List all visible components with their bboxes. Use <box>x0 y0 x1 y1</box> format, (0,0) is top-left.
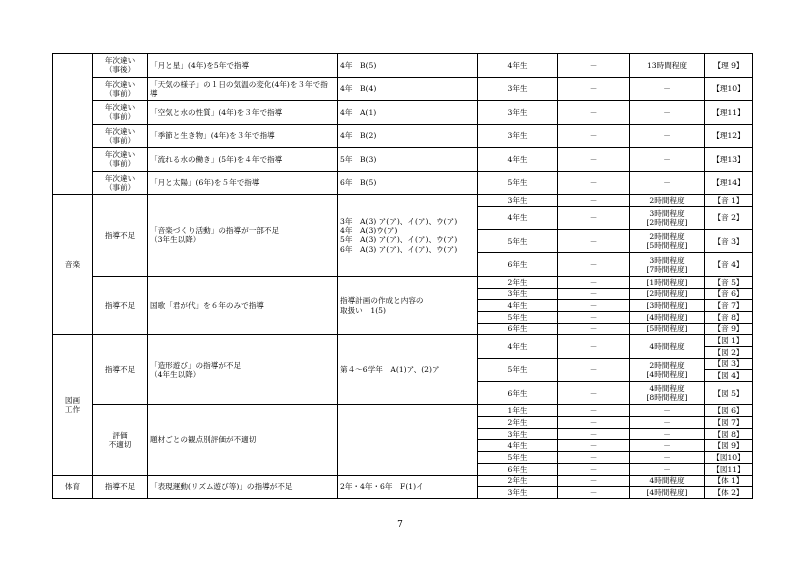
dash-cell: － <box>558 323 630 335</box>
dash-cell: － <box>558 335 630 358</box>
unit-cell: 3年 A(3) ア(ア)、イ(ア)、ウ(ア) 4年 A(3)ウ(ア) 5年 A(3) ア(ア)、イ(ア)、ウ(ア) 6年 A(3) ア(ア)、イ(ア)、ウ(ア) <box>338 195 478 277</box>
dash-cell: － <box>558 405 630 417</box>
ref-cell: 【音 7】 <box>705 300 753 312</box>
dash-cell: － <box>558 440 630 452</box>
hours-cell: 2時間程度 [5時間程度] <box>630 230 705 253</box>
dash-cell: － <box>558 171 630 195</box>
ref-cell: 【図 2】 <box>705 346 753 358</box>
unit-cell: 4年 B(4) <box>338 77 478 101</box>
dash-cell: － <box>558 487 630 499</box>
hours-cell: － <box>630 101 705 125</box>
content-cell: 「造形遊び」の指導が不足 （4年生以降） <box>148 335 338 405</box>
ref-cell: 【図 4】 <box>705 370 753 382</box>
science-row <box>53 54 753 78</box>
ref-cell: 【音 6】 <box>705 288 753 300</box>
content-cell: 題材ごとの観点別評価が不適切 <box>148 405 338 475</box>
dash-cell: － <box>558 463 630 475</box>
grade-cell: 6年生 <box>478 463 558 475</box>
dash-cell: － <box>558 288 630 300</box>
subject-cell-pe: 体育 <box>53 475 93 498</box>
content-cell: 「月と太陽」(6年)を５年で指導 <box>148 171 338 195</box>
music-row <box>53 276 753 288</box>
ref-cell: 【理11】 <box>705 101 753 125</box>
type-cell: 評価 不適切 <box>93 405 148 475</box>
hours-cell: 2時間程度 [4時間程度] <box>630 358 705 381</box>
art-row <box>53 335 753 347</box>
type-cell: 年次違い （事前） <box>93 124 148 148</box>
unit-cell: 第４～6学年 A(1)ア、(2)ア <box>338 335 478 405</box>
unit-cell: 6年 B(5) <box>338 171 478 195</box>
dash-cell: － <box>558 124 630 148</box>
dash-cell: － <box>558 54 630 78</box>
hours-cell: [2時間程度] <box>630 288 705 300</box>
ref-cell: 【理10】 <box>705 77 753 101</box>
grade-cell: 5年生 <box>478 230 558 253</box>
content-cell: 「流れる水の働き」(5年)を４年で指導 <box>148 148 338 172</box>
ref-cell: 【図 8】 <box>705 428 753 440</box>
dash-cell: － <box>558 276 630 288</box>
grade-cell: 4年生 <box>478 148 558 172</box>
grade-cell: 3年生 <box>478 288 558 300</box>
grade-cell: 5年生 <box>478 358 558 381</box>
dash-cell: － <box>558 475 630 487</box>
grade-cell: 2年生 <box>478 475 558 487</box>
ref-cell: 【音 5】 <box>705 276 753 288</box>
science-row <box>53 101 753 125</box>
hours-cell: 4時間程度 <box>630 335 705 358</box>
grade-cell: 6年生 <box>478 253 558 276</box>
grade-cell: 3年生 <box>478 77 558 101</box>
ref-cell: 【音 1】 <box>705 195 753 207</box>
hours-cell: － <box>630 171 705 195</box>
ref-cell: 【図 5】 <box>705 382 753 405</box>
dash-cell: － <box>558 77 630 101</box>
dash-cell: － <box>558 195 630 207</box>
art-row <box>53 405 753 417</box>
dash-cell: － <box>558 101 630 125</box>
hours-cell: － <box>630 148 705 172</box>
unit-cell: 指導計画の作成と内容の 取扱い 1(5) <box>338 276 478 334</box>
ref-cell: 【図10】 <box>705 452 753 464</box>
dash-cell: － <box>558 428 630 440</box>
unit-cell: 4年 B(2) <box>338 124 478 148</box>
hours-cell: [5時間程度] <box>630 323 705 335</box>
type-cell: 指導不足 <box>93 475 148 498</box>
hours-cell: [1時間程度] <box>630 276 705 288</box>
subject-cell-music: 音楽 <box>53 195 93 335</box>
ref-cell: 【理12】 <box>705 124 753 148</box>
hours-cell: 4時間程度 [8時間程度] <box>630 382 705 405</box>
type-cell: 年次違い （事後） <box>93 54 148 78</box>
grade-cell: 4年生 <box>478 300 558 312</box>
type-cell: 指導不足 <box>93 195 148 277</box>
type-cell: 年次違い （事前） <box>93 148 148 172</box>
ref-cell: 【図11】 <box>705 463 753 475</box>
ref-cell: 【理 9】 <box>705 54 753 78</box>
curriculum-table <box>52 53 753 499</box>
grade-cell: 6年生 <box>478 382 558 405</box>
hours-cell: － <box>630 124 705 148</box>
dash-cell: － <box>558 382 630 405</box>
content-cell: 「空気と水の性質」(4年)を３年で指導 <box>148 101 338 125</box>
hours-cell: － <box>630 463 705 475</box>
ref-cell: 【図 6】 <box>705 405 753 417</box>
page-number: 7 <box>397 520 403 530</box>
dash-cell: － <box>558 148 630 172</box>
grade-cell: 5年生 <box>478 452 558 464</box>
hours-cell: 13時間程度 <box>630 54 705 78</box>
grade-cell: 3年生 <box>478 124 558 148</box>
grade-cell: 4年生 <box>478 335 558 358</box>
content-cell: 「音楽づくり活動」の指導が一部不足 （3年生以降） <box>148 195 338 277</box>
hours-cell: [4時間程度] <box>630 311 705 323</box>
type-cell: 指導不足 <box>93 335 148 405</box>
unit-cell: 4年 A(1) <box>338 101 478 125</box>
ref-cell: 【理14】 <box>705 171 753 195</box>
ref-cell: 【体 2】 <box>705 487 753 499</box>
hours-cell: 2時間程度 <box>630 195 705 207</box>
science-row <box>53 171 753 195</box>
ref-cell: 【図 3】 <box>705 358 753 370</box>
science-row <box>53 148 753 172</box>
grade-cell: 4年生 <box>478 440 558 452</box>
grade-cell: 6年生 <box>478 323 558 335</box>
ref-cell: 【音 8】 <box>705 311 753 323</box>
content-cell: 「天気の様子」の１日の気温の変化(4年)を３年で指導 <box>148 77 338 101</box>
hours-cell: 3時間程度 [7時間程度] <box>630 253 705 276</box>
unit-cell <box>338 405 478 475</box>
music-row <box>53 195 753 207</box>
grade-cell: 5年生 <box>478 311 558 323</box>
hours-cell: [4時間程度] <box>630 487 705 499</box>
content-cell: 「月と星」(4年)を5年で指導 <box>148 54 338 78</box>
ref-cell: 【音 9】 <box>705 323 753 335</box>
grade-cell: 1年生 <box>478 405 558 417</box>
science-row <box>53 77 753 101</box>
dash-cell: － <box>558 311 630 323</box>
ref-cell: 【体 1】 <box>705 475 753 487</box>
hours-cell: － <box>630 77 705 101</box>
hours-cell: － <box>630 428 705 440</box>
grade-cell: 4年生 <box>478 54 558 78</box>
hours-cell: 4時間程度 <box>630 475 705 487</box>
grade-cell: 3年生 <box>478 428 558 440</box>
grade-cell: 3年生 <box>478 101 558 125</box>
hours-cell: － <box>630 417 705 429</box>
grade-cell: 2年生 <box>478 276 558 288</box>
hours-cell: － <box>630 440 705 452</box>
dash-cell: － <box>558 358 630 381</box>
grade-cell: 3年生 <box>478 487 558 499</box>
pe-row <box>53 475 753 487</box>
hours-cell: － <box>630 452 705 464</box>
ref-cell: 【音 3】 <box>705 230 753 253</box>
ref-cell: 【図 9】 <box>705 440 753 452</box>
dash-cell: － <box>558 452 630 464</box>
dash-cell: － <box>558 206 630 229</box>
grade-cell: 3年生 <box>478 195 558 207</box>
unit-cell: 4年 B(5) <box>338 54 478 78</box>
dash-cell: － <box>558 300 630 312</box>
type-cell: 年次違い （事前） <box>93 77 148 101</box>
grade-cell: 5年生 <box>478 171 558 195</box>
dash-cell: － <box>558 230 630 253</box>
content-cell: 「季節と生き物」(4年)を３年で指導 <box>148 124 338 148</box>
subject-cell-art: 図画 工作 <box>53 335 93 475</box>
type-cell: 年次違い （事前） <box>93 171 148 195</box>
content-cell: 国歌「君が代」を６年のみで指導 <box>148 276 338 334</box>
dash-cell: － <box>558 417 630 429</box>
ref-cell: 【音 4】 <box>705 253 753 276</box>
dash-cell: － <box>558 253 630 276</box>
ref-cell: 【図 1】 <box>705 335 753 347</box>
hours-cell: － <box>630 405 705 417</box>
hours-cell: [3時間程度] <box>630 300 705 312</box>
ref-cell: 【図 7】 <box>705 417 753 429</box>
grade-cell: 2年生 <box>478 417 558 429</box>
hours-cell: 3時間程度 [2時間程度] <box>630 206 705 229</box>
ref-cell: 【理13】 <box>705 148 753 172</box>
grade-cell: 4年生 <box>478 206 558 229</box>
unit-cell: 2年・4年・6年 F(1)イ <box>338 475 478 498</box>
content-cell: 「表現運動(リズム遊び等)」の指導が不足 <box>148 475 338 498</box>
subject-cell-science <box>53 54 93 195</box>
unit-cell: 5年 B(3) <box>338 148 478 172</box>
ref-cell: 【音 2】 <box>705 206 753 229</box>
type-cell: 年次違い （事前） <box>93 101 148 125</box>
science-row <box>53 124 753 148</box>
type-cell: 指導不足 <box>93 276 148 334</box>
